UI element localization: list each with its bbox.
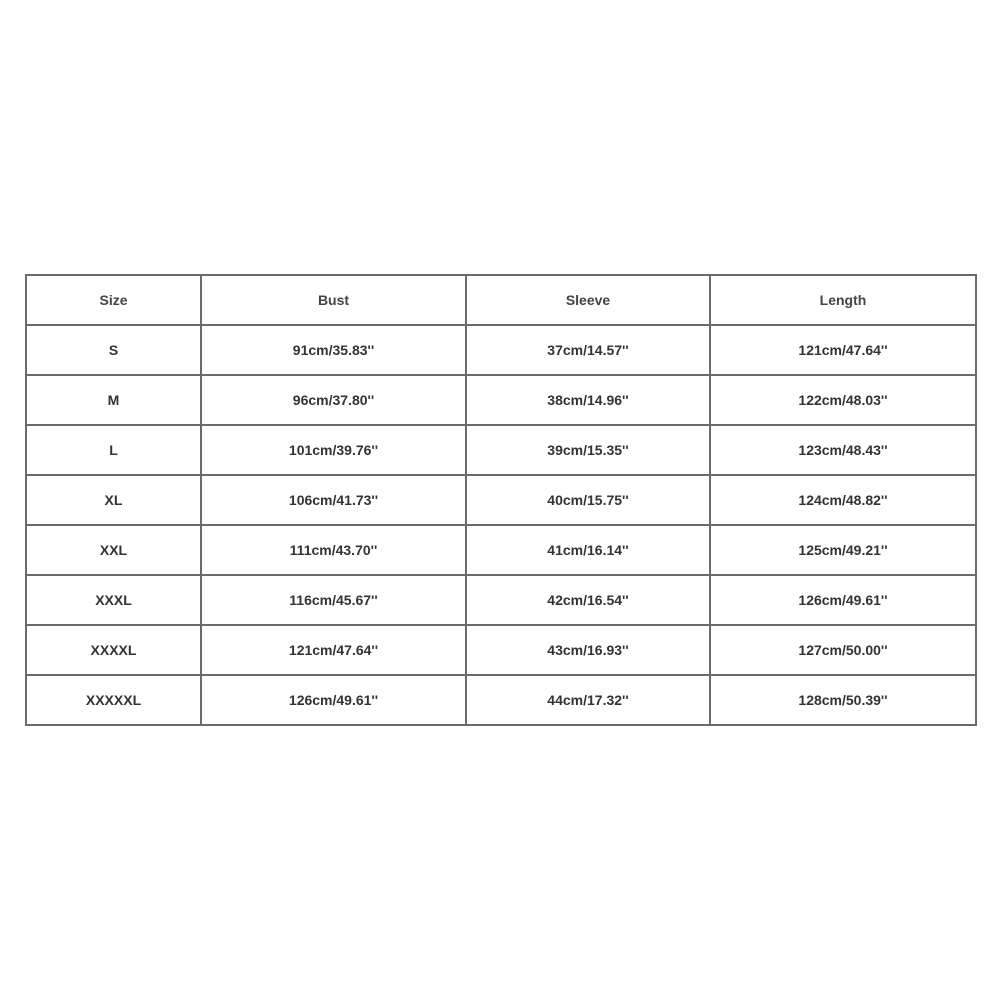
table-row xyxy=(26,575,976,625)
header-length: Length xyxy=(710,275,976,325)
cell-bust: 106cm/41.73'' xyxy=(201,475,466,525)
cell-bust: 101cm/39.76'' xyxy=(201,425,466,475)
cell-bust: 111cm/43.70'' xyxy=(201,525,466,575)
size-chart-table xyxy=(25,274,977,726)
cell-sleeve: 42cm/16.54'' xyxy=(466,575,710,625)
cell-length: 121cm/47.64'' xyxy=(710,325,976,375)
table-header xyxy=(26,275,976,325)
cell-sleeve: 43cm/16.93'' xyxy=(466,625,710,675)
cell-length: 127cm/50.00'' xyxy=(710,625,976,675)
cell-size: XL xyxy=(26,475,201,525)
cell-size: XXXXL xyxy=(26,625,201,675)
cell-bust: 91cm/35.83'' xyxy=(201,325,466,375)
cell-bust: 116cm/45.67'' xyxy=(201,575,466,625)
cell-sleeve: 37cm/14.57'' xyxy=(466,325,710,375)
table-row xyxy=(26,425,976,475)
table-row xyxy=(26,675,976,725)
table-row xyxy=(26,475,976,525)
cell-bust: 121cm/47.64'' xyxy=(201,625,466,675)
header-row xyxy=(26,275,976,325)
header-size: Size xyxy=(26,275,201,325)
cell-sleeve: 38cm/14.96'' xyxy=(466,375,710,425)
cell-sleeve: 40cm/15.75'' xyxy=(466,475,710,525)
cell-length: 123cm/48.43'' xyxy=(710,425,976,475)
table-row xyxy=(26,625,976,675)
cell-size: XXL xyxy=(26,525,201,575)
cell-bust: 126cm/49.61'' xyxy=(201,675,466,725)
cell-length: 126cm/49.61'' xyxy=(710,575,976,625)
table-row xyxy=(26,525,976,575)
cell-size: XXXXXL xyxy=(26,675,201,725)
header-bust: Bust xyxy=(201,275,466,325)
table-body xyxy=(26,325,976,725)
cell-length: 125cm/49.21'' xyxy=(710,525,976,575)
cell-size: M xyxy=(26,375,201,425)
cell-length: 122cm/48.03'' xyxy=(710,375,976,425)
table-row xyxy=(26,375,976,425)
cell-bust: 96cm/37.80'' xyxy=(201,375,466,425)
cell-size: L xyxy=(26,425,201,475)
cell-sleeve: 44cm/17.32'' xyxy=(466,675,710,725)
cell-sleeve: 39cm/15.35'' xyxy=(466,425,710,475)
cell-size: S xyxy=(26,325,201,375)
cell-length: 124cm/48.82'' xyxy=(710,475,976,525)
cell-sleeve: 41cm/16.14'' xyxy=(466,525,710,575)
cell-size: XXXL xyxy=(26,575,201,625)
header-sleeve: Sleeve xyxy=(466,275,710,325)
table-row xyxy=(26,325,976,375)
cell-length: 128cm/50.39'' xyxy=(710,675,976,725)
